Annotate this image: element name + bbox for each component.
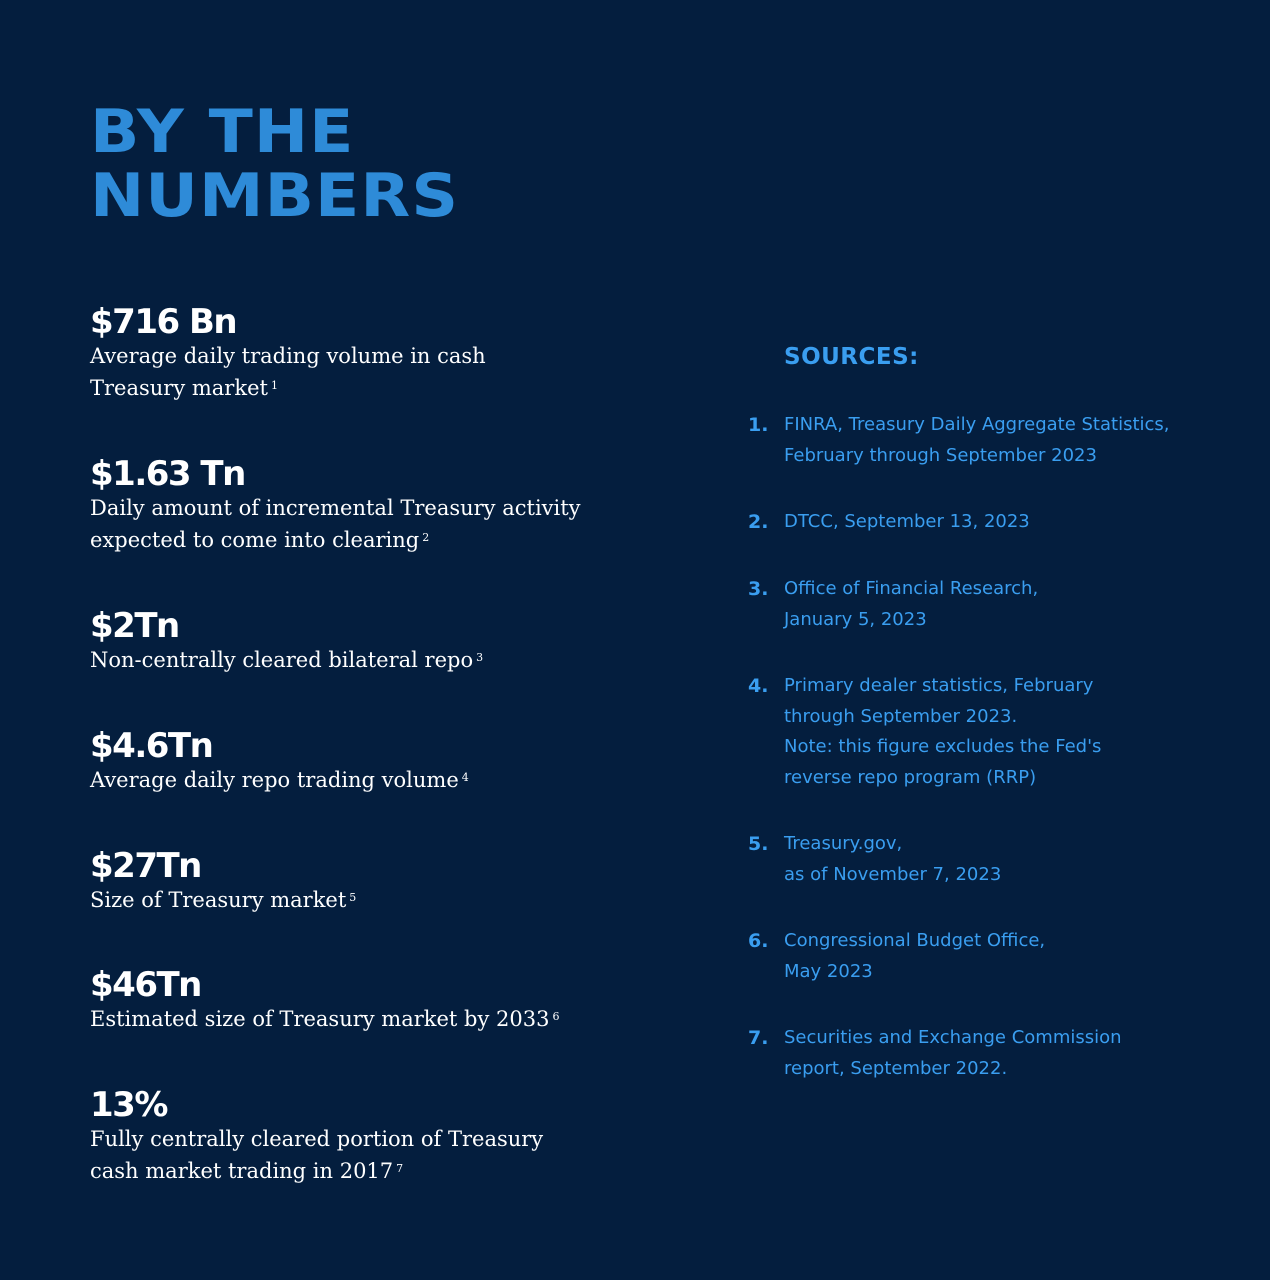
stat-desc-line: Average daily repo trading volume [90,768,459,792]
footnote-ref: 5 [349,891,357,904]
source-text: Office of Financial Research, January 5, 2023 [784,578,1039,630]
stat-description [90,492,670,556]
stat-description [90,1123,670,1187]
footnote-ref: 4 [461,771,469,784]
source-text: FINRA, Treasury Daily Aggregate Statistics, February through September 2023 [784,414,1170,466]
source-number: 7. [748,1027,769,1049]
stat-desc-line: cash market trading in 2017 [90,1159,394,1183]
stat-item [90,844,670,916]
source-text: Congressional Budget Office, May 2023 [784,930,1046,982]
stat-desc-line: Average daily trading volume in cash [90,344,486,368]
stat-desc-line: Daily amount of incremental Treasury activity [90,496,581,520]
source-number: 4. [748,675,769,697]
source-number: 5. [748,833,769,855]
stat-desc-line: expected to come into clearing [90,528,420,552]
source-text: Securities and Exchange Commission report, September 2022. [784,1027,1122,1079]
page-title [90,97,460,231]
source-number: 3. [748,578,769,600]
stat-value: 13% [90,1085,167,1125]
stat-desc-line: Size of Treasury market [90,888,347,912]
source-text: Primary dealer statistics, February through September 2023. Note: this figure excludes the Fed's reverse repo program (RRP) [784,675,1102,788]
stat-item [90,452,670,556]
stat-desc-line: Fully centrally cleared portion of Treasury [90,1127,544,1151]
stat-item [90,724,670,796]
stat-description [90,340,670,404]
sources-heading: SOURCES: [784,344,919,370]
footnote-ref: 2 [422,531,430,544]
stat-value: $4.6Tn [90,726,213,766]
stat-description [90,764,670,796]
stat-value: $2Tn [90,606,179,646]
stat-desc-line: Non-centrally cleared bilateral repo [90,648,474,672]
source-text: Treasury.gov, as of November 7, 2023 [784,833,1002,885]
title-line-1: BY THE [90,97,355,167]
stat-value: $46Tn [90,965,201,1005]
stat-item [90,300,670,404]
footnote-ref: 3 [476,651,484,664]
source-text: DTCC, September 13, 2023 [784,511,1030,532]
title-line-2: NUMBERS [90,161,460,231]
footnote-ref: 7 [396,1162,404,1175]
stat-desc-line: Treasury market [90,376,268,400]
stat-item [90,604,670,676]
source-number: 2. [748,511,769,533]
stat-value: $716 Bn [90,302,237,342]
stat-description [90,1003,670,1035]
stat-value: $27Tn [90,846,201,886]
stat-item [90,1083,670,1187]
source-number: 6. [748,930,769,952]
stat-description [90,644,670,676]
stat-value: $1.63 Tn [90,454,245,494]
footnote-ref: 6 [552,1010,560,1023]
stat-item [90,963,670,1035]
footnote-ref: 1 [270,379,278,392]
stat-desc-line: Estimated size of Treasury market by 2033 [90,1007,550,1031]
source-number: 1. [748,414,769,436]
stat-description [90,884,670,916]
